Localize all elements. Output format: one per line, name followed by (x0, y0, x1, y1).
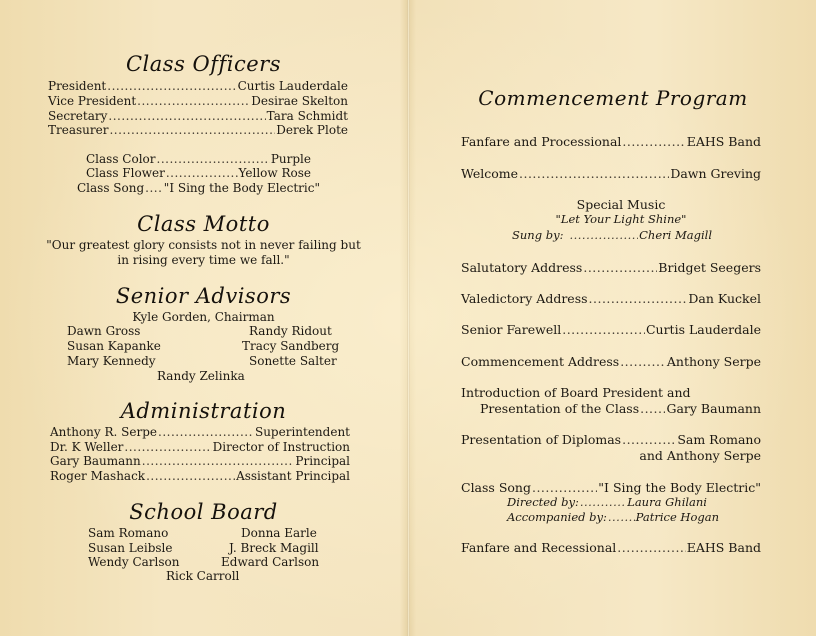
board-member: J. Breck Magill (229, 541, 319, 555)
right-page (410, 0, 816, 636)
program-item-presentation-of-class: Presentation of the Class ..... Gary Baumann (480, 401, 761, 416)
advisor-chair: Kyle Gorden, Chairman (132, 310, 275, 324)
class-song-row: Class Song ..... "I Sing the Body Electric" (77, 181, 320, 196)
officer-row-treasurer: Treasurer ..... Derek Plote (48, 123, 348, 138)
program-item-salutatory: Salutatory Address ..... Bridget Seegers (461, 260, 761, 275)
advisor-name: Mary Kennedy (67, 354, 156, 368)
officer-row-president: President ..... Curtis Lauderdale (48, 79, 348, 94)
advisor-name: Tracy Sandberg (242, 339, 340, 353)
class-officers-heading: Class Officers (125, 52, 281, 76)
program-item-welcome: Welcome ..... Dawn Greving (461, 166, 761, 181)
introduction-line-1: Introduction of Board President and (461, 385, 691, 400)
program-item-valedictory: Valedictory Address ..... Dan Kuckel (461, 291, 761, 306)
board-member: Wendy Carlson (88, 555, 180, 569)
administration-heading: Administration (120, 399, 287, 423)
board-member: Susan Leibsle (88, 541, 173, 555)
commencement-program-heading: Commencement Program (478, 86, 748, 110)
program-item-commencement-address: Commencement Address ..... Anthony Serpe (461, 354, 761, 369)
sung-by-row: Sung by: ..... Cheri Magill (512, 228, 712, 243)
advisor-name: Randy Zelinka (157, 369, 245, 383)
advisor-name: Sonette Salter (249, 354, 337, 368)
officer-row-vice-president: Vice President ..... Desirae Skelton (48, 94, 348, 109)
motto-line-2: in rising every time we fall." (117, 253, 290, 267)
officer-row-secretary: Secretary ..... Tara Schmidt (48, 109, 348, 124)
board-member: Sam Romano (88, 526, 169, 540)
admin-row: Dr. K Weller ..... Director of Instruction (50, 440, 350, 455)
program-item-fanfare-recessional: Fanfare and Recessional ..... EAHS Band (461, 540, 761, 555)
special-music-song: "Let Your Light Shine" (555, 212, 687, 226)
directed-by-row: Directed by: ..... Laura Ghilani (507, 495, 707, 510)
class-color-row: Class Color ..... Purple (86, 152, 311, 167)
advisor-name: Randy Ridout (249, 324, 332, 338)
board-member: Edward Carlson (221, 555, 320, 569)
program-item-senior-farewell: Senior Farewell ..... Curtis Lauderdale (461, 322, 761, 337)
class-flower-row: Class Flower ..... Yellow Rose (86, 166, 311, 181)
admin-row: Anthony R. Serpe ..... Superintendent (50, 425, 350, 440)
motto-line-1: "Our greatest glory consists not in never failing but (46, 238, 361, 252)
school-board-heading: School Board (129, 500, 278, 524)
class-motto-heading: Class Motto (137, 212, 270, 236)
advisor-name: Dawn Gross (67, 324, 141, 338)
admin-row: Roger Mashack ..... Assistant Principal (50, 469, 350, 484)
program-item-fanfare-processional: Fanfare and Processional ..... EAHS Band (461, 134, 761, 149)
board-member: Rick Carroll (166, 569, 240, 583)
board-member: Donna Earle (241, 526, 317, 540)
diplomas-value-2: and Anthony Serpe (639, 448, 761, 463)
accompanied-by-row: Accompanied by: ..... Patrice Hogan (507, 510, 719, 525)
special-music-title: Special Music (576, 197, 666, 212)
advisor-name: Susan Kapanke (67, 339, 161, 353)
admin-row: Gary Baumann ..... Principal (50, 454, 350, 469)
senior-advisors-heading: Senior Advisors (115, 284, 292, 308)
program-item-class-song: Class Song ..... "I Sing the Body Electric" (461, 480, 761, 495)
left-page (0, 0, 407, 636)
program-item-diplomas: Presentation of Diplomas ..... Sam Romano (461, 432, 761, 447)
